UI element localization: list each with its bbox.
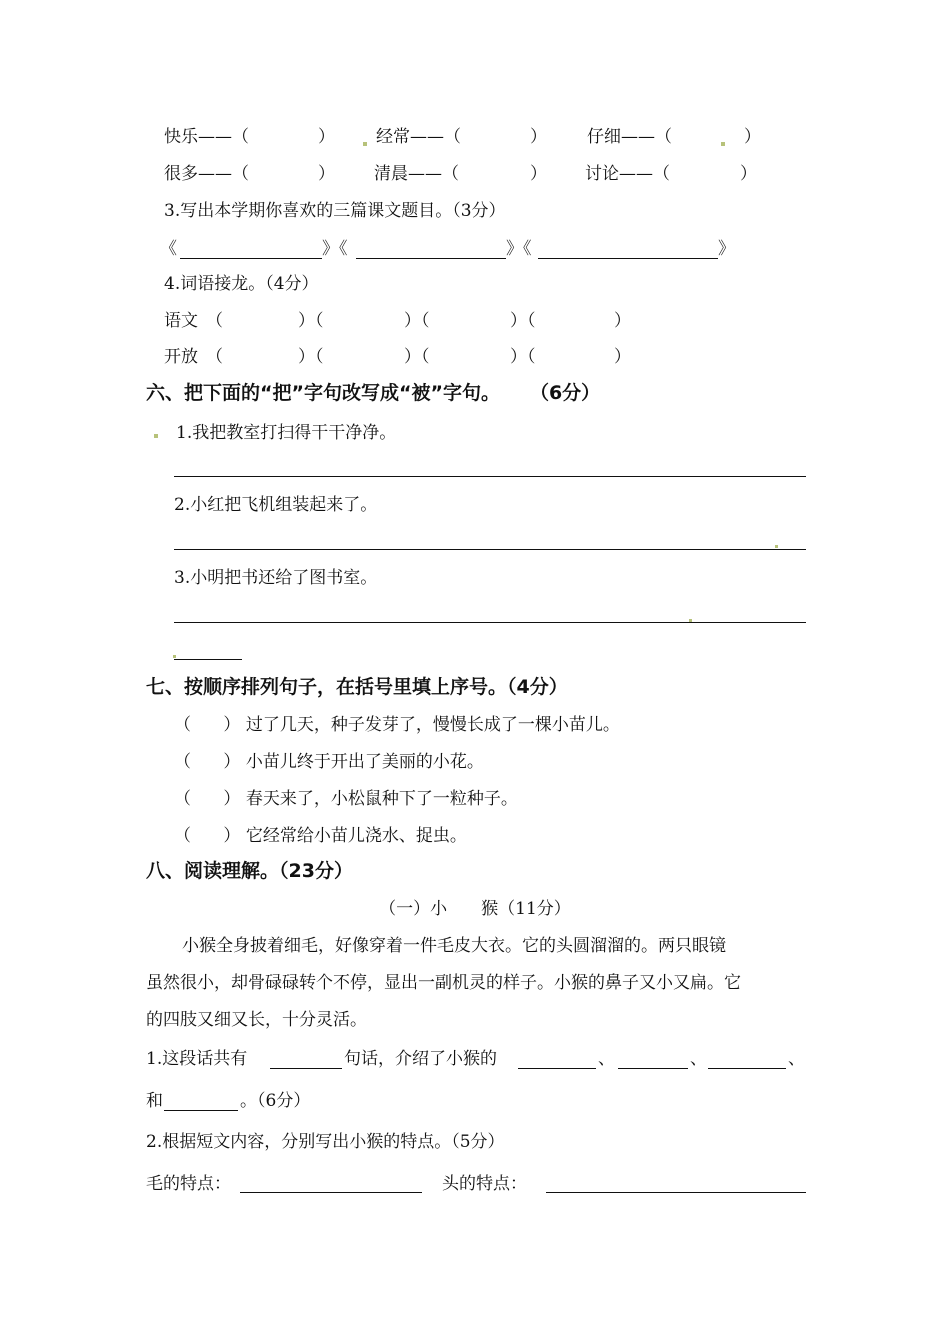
book-mark-close: 》 bbox=[718, 239, 735, 259]
ordering-item bbox=[174, 825, 467, 847]
book-mark-open: 《 bbox=[160, 239, 177, 259]
synonym-prompt-kuaile: 快乐——（ bbox=[164, 127, 249, 147]
answer-line[interactable] bbox=[174, 549, 806, 550]
paren: ）（ bbox=[298, 311, 324, 331]
paren-close: ） bbox=[530, 127, 547, 147]
answer-line[interactable] bbox=[708, 1068, 786, 1069]
head-feature-label: 头的特点： bbox=[442, 1174, 527, 1194]
order-number-box[interactable]: （ ） bbox=[174, 789, 241, 809]
q1-text: 1.这段话共有 bbox=[146, 1049, 248, 1069]
passage-line-1: 小猴全身披着细毛，好像穿着一件毛皮大衣。它的头圆溜溜的。两只眼镜 bbox=[182, 936, 726, 956]
scan-speck bbox=[173, 655, 176, 658]
paren: ）（ bbox=[404, 347, 430, 367]
ordering-item bbox=[174, 788, 518, 810]
answer-line[interactable] bbox=[174, 476, 806, 477]
chain-word: 语文 bbox=[164, 311, 198, 331]
order-number-box[interactable]: （ ） bbox=[174, 826, 241, 846]
rewrite-item-2: 2.小红把飞机组装起来了。 bbox=[174, 495, 378, 515]
answer-line[interactable] bbox=[180, 258, 322, 259]
passage-line-3: 的四肢又细又长，十分灵活。 bbox=[146, 1010, 367, 1030]
paren: ）（ bbox=[510, 311, 536, 331]
ordering-item-text: 小苗儿终于开出了美丽的小花。 bbox=[245, 752, 484, 772]
scan-speck bbox=[775, 545, 778, 548]
scan-speck bbox=[363, 142, 367, 146]
ordering-item-text: 过了几天，种子发芽了，慢慢长成了一棵小苗儿。 bbox=[245, 715, 620, 735]
paren: ） bbox=[614, 311, 631, 331]
scan-speck bbox=[154, 434, 158, 438]
section-6-title bbox=[146, 382, 600, 404]
ordering-item-text: 它经常给小苗儿浇水、捉虫。 bbox=[245, 826, 467, 846]
ordering-item bbox=[174, 751, 484, 773]
question-3: 3.写出本学期你喜欢的三篇课文题目。（3分） bbox=[164, 201, 506, 221]
q1-text: 和 bbox=[146, 1091, 163, 1111]
paren: ） bbox=[614, 347, 631, 367]
ordering-item-text: 春天来了，小松鼠种下了一粒种子。 bbox=[245, 789, 518, 809]
answer-line[interactable] bbox=[538, 258, 718, 259]
q1-separator: 、 bbox=[690, 1049, 707, 1069]
book-mark-separator: 》《 bbox=[322, 239, 348, 259]
passage-title: （一）小 猴（11分） bbox=[379, 899, 571, 919]
answer-line[interactable] bbox=[518, 1068, 596, 1069]
paren: ）（ bbox=[510, 347, 536, 367]
answer-line[interactable] bbox=[618, 1068, 688, 1069]
paren: ）（ bbox=[298, 347, 324, 367]
answer-line[interactable] bbox=[356, 258, 506, 259]
scan-speck bbox=[721, 142, 725, 146]
ordering-item bbox=[174, 714, 620, 736]
question-4: 4.词语接龙。（4分） bbox=[164, 274, 319, 294]
answer-line[interactable] bbox=[240, 1192, 422, 1193]
passage-line-2: 虽然很小，却骨碌碌转个不停，显出一副机灵的样子。小猴的鼻子又小又扁。它 bbox=[146, 973, 741, 993]
paren: ）（ bbox=[404, 311, 430, 331]
passage-question-2: 2.根据短文内容，分别写出小猴的特点。（5分） bbox=[146, 1132, 505, 1152]
paren-close: ） bbox=[318, 127, 335, 147]
synonym-prompt-jingchang: 经常——（ bbox=[376, 127, 461, 147]
q1-score: 。（6分） bbox=[240, 1091, 311, 1111]
paren-close: ） bbox=[530, 164, 547, 184]
section-7-title: 七、按顺序排列句子，在括号里填上序号。（4分） bbox=[146, 676, 568, 698]
q1-separator: 、 bbox=[788, 1049, 805, 1069]
answer-line[interactable] bbox=[174, 622, 806, 623]
section-6-title-text: 六、把下面的“把”字句改写成“被”字句。 bbox=[146, 382, 500, 404]
rewrite-item-3: 3.小明把书还给了图书室。 bbox=[174, 568, 378, 588]
answer-line[interactable] bbox=[164, 1110, 238, 1111]
synonym-prompt-taolun: 讨论——（ bbox=[585, 164, 670, 184]
answer-line-continuation[interactable] bbox=[174, 659, 242, 660]
order-number-box[interactable]: （ ） bbox=[174, 715, 241, 735]
fur-feature-label: 毛的特点： bbox=[146, 1174, 231, 1194]
synonym-prompt-qingchen: 清晨——（ bbox=[374, 164, 459, 184]
rewrite-item-1: 1.我把教室打扫得干干净净。 bbox=[176, 423, 397, 443]
answer-line[interactable] bbox=[546, 1192, 806, 1193]
q1-separator: 、 bbox=[598, 1049, 615, 1069]
book-mark-separator: 》《 bbox=[506, 239, 532, 259]
chain-word: 开放 bbox=[164, 347, 198, 367]
synonym-prompt-henduo: 很多——（ bbox=[164, 164, 249, 184]
paren-close: ） bbox=[318, 164, 335, 184]
answer-line[interactable] bbox=[270, 1068, 342, 1069]
synonym-prompt-zixi: 仔细——（ bbox=[587, 127, 672, 147]
section-8-title: 八、阅读理解。（23分） bbox=[146, 860, 353, 882]
paren: （ bbox=[206, 311, 223, 331]
paren: （ bbox=[206, 347, 223, 367]
paren-close: ） bbox=[740, 164, 757, 184]
order-number-box[interactable]: （ ） bbox=[174, 752, 241, 772]
q1-text: 句话，介绍了小猴的 bbox=[344, 1049, 497, 1069]
scan-speck bbox=[689, 619, 692, 622]
section-6-score: （6分） bbox=[529, 382, 601, 404]
paren-close: ） bbox=[744, 127, 761, 147]
